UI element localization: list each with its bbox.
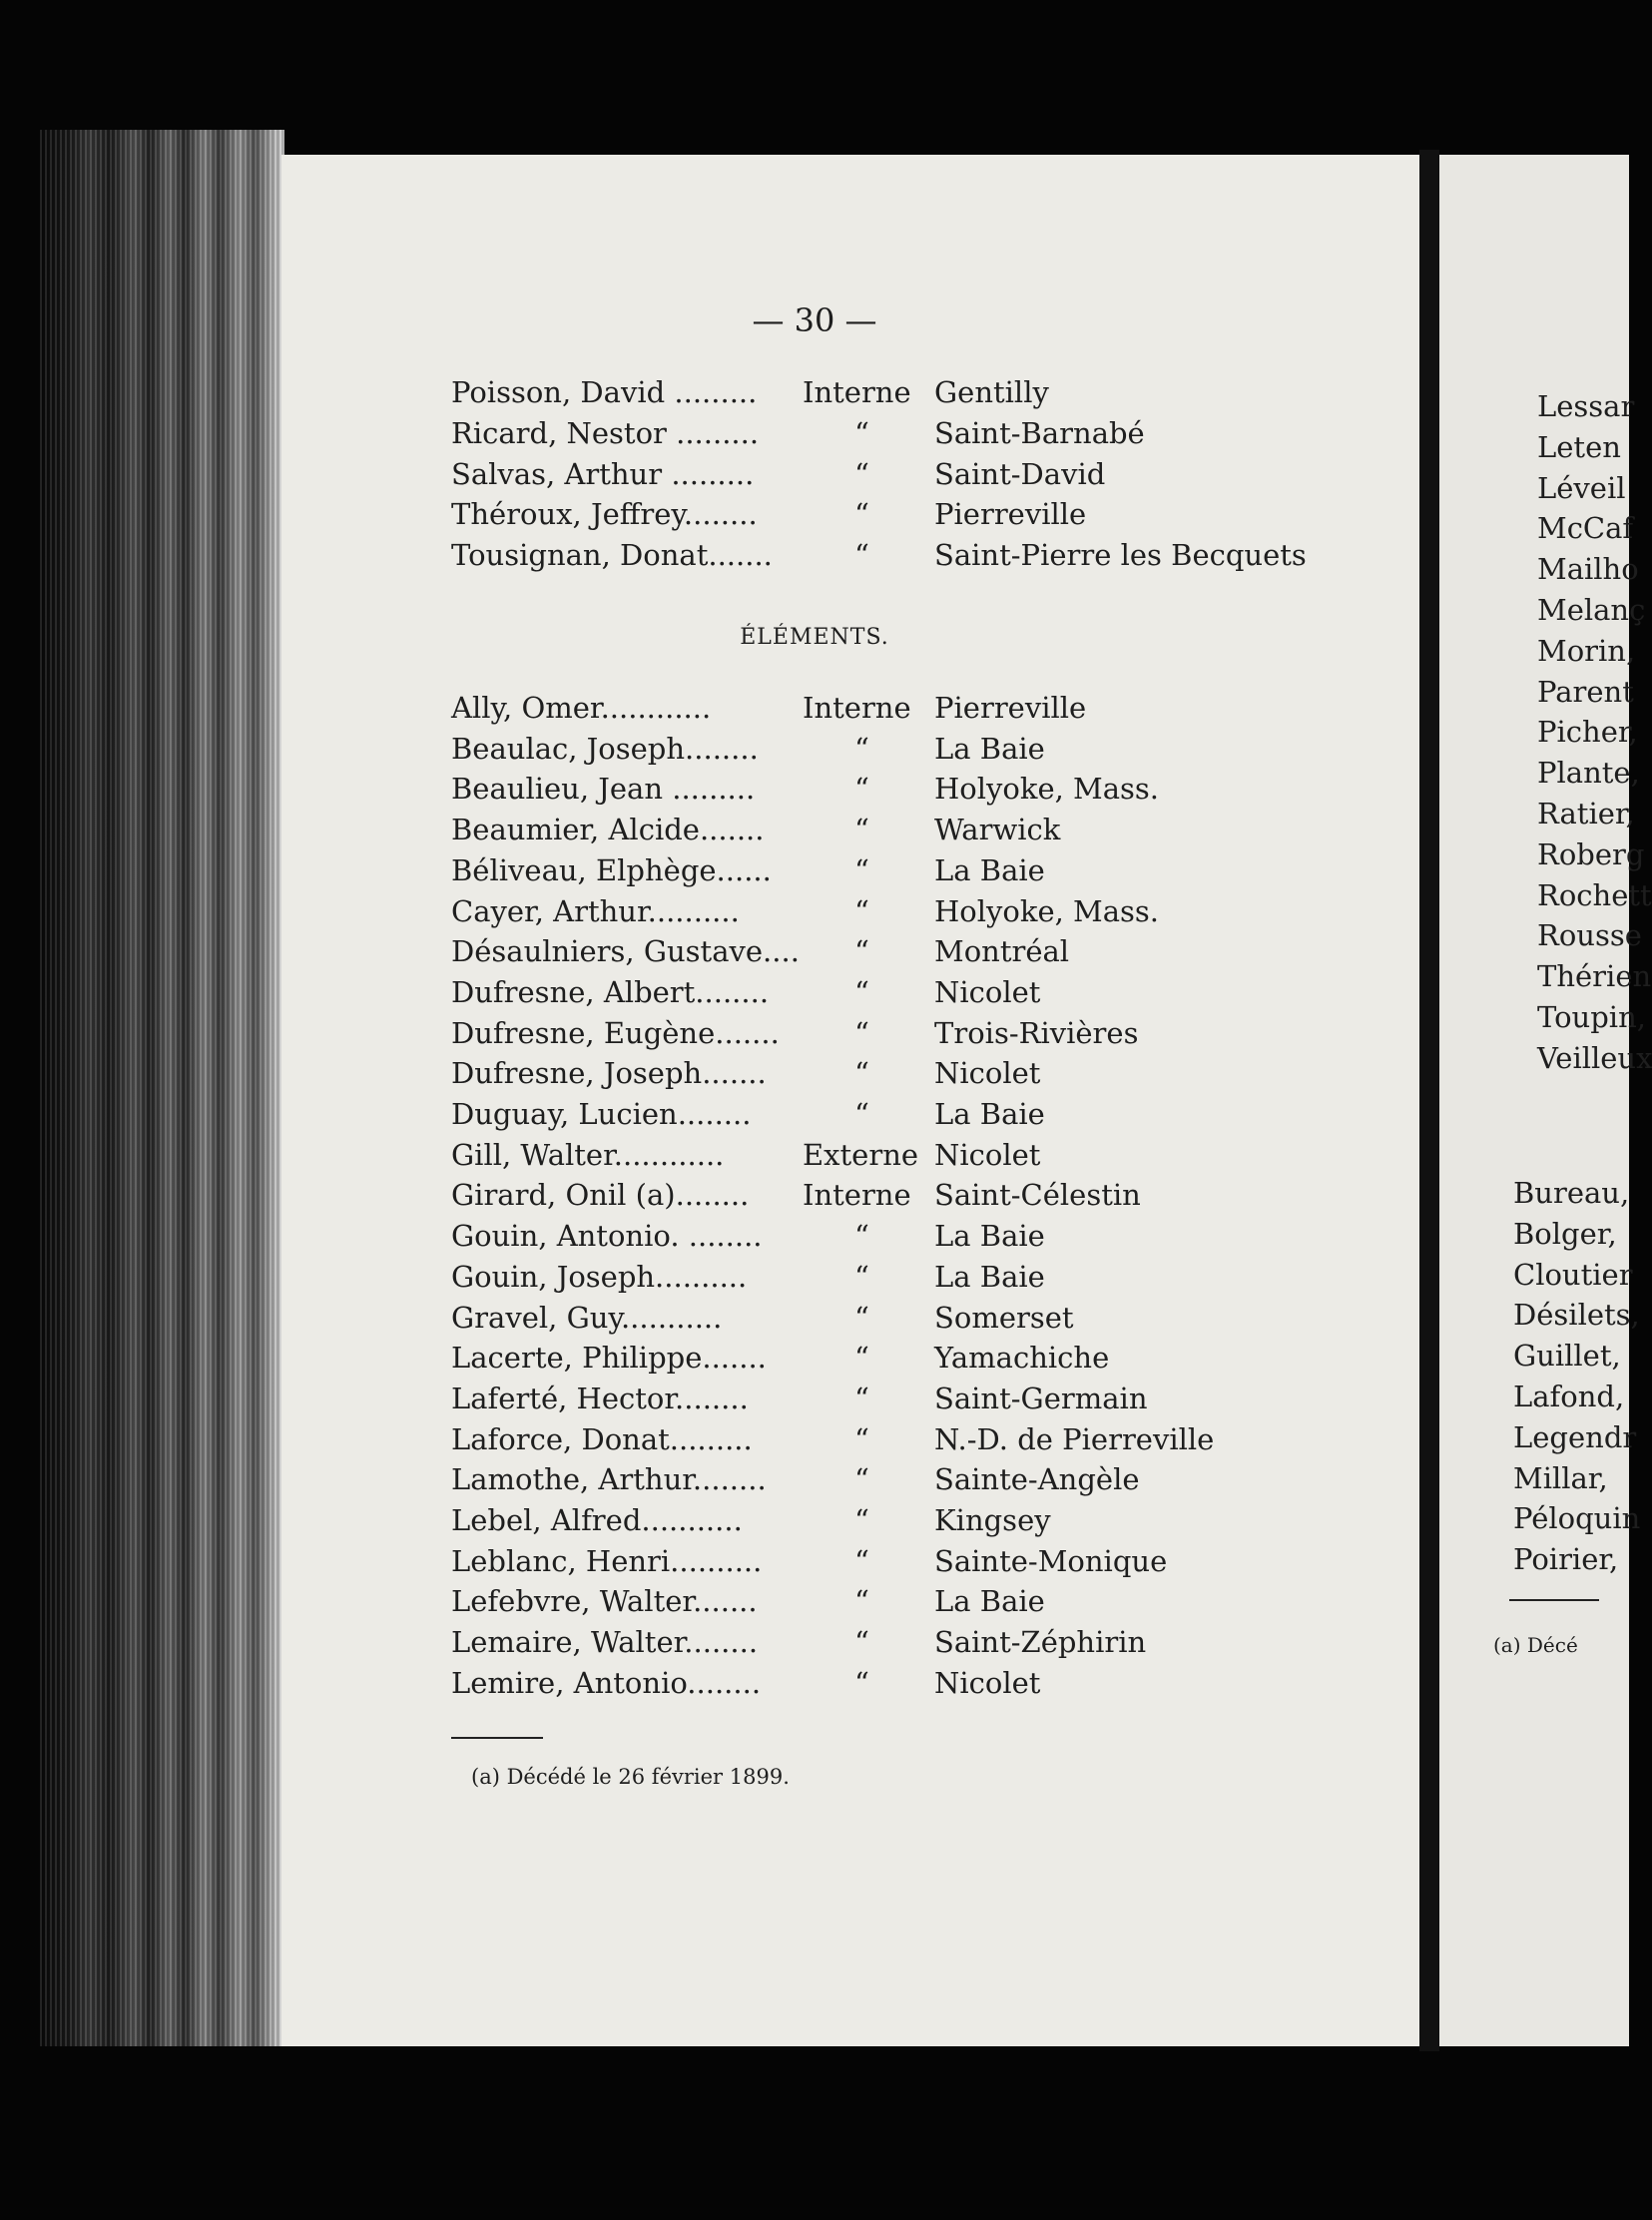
right-page-entry: Poirier, xyxy=(1513,1542,1619,1577)
student-hometown: Warwick xyxy=(934,813,1061,847)
student-hometown: La Baie xyxy=(934,1259,1045,1294)
student-name: Gill, Walter............ xyxy=(451,1137,725,1172)
student-status: “ xyxy=(854,772,869,807)
student-hometown: Kingsey xyxy=(934,1503,1051,1537)
student-hometown: La Baie xyxy=(934,1584,1045,1619)
student-status: “ xyxy=(854,934,869,969)
student-hometown: N.-D. de Pierreville xyxy=(934,1421,1215,1456)
student-status: “ xyxy=(854,1341,869,1376)
top-entry-row xyxy=(451,375,1350,415)
student-name: Duguay, Lucien........ xyxy=(451,1097,752,1131)
student-hometown: Gentilly xyxy=(934,375,1049,409)
student-status: “ xyxy=(854,456,869,491)
student-status: “ xyxy=(854,974,869,1009)
right-page-entry: Toupin, xyxy=(1537,1000,1646,1034)
right-footnote: (a) Décé xyxy=(1493,1633,1578,1657)
right-page-entry: McCaf xyxy=(1537,511,1634,546)
book-page-edges xyxy=(40,130,284,2046)
elements-entry-row xyxy=(451,1544,1350,1584)
student-hometown: Saint-Célestin xyxy=(934,1178,1141,1213)
student-status: “ xyxy=(854,538,869,573)
book-gutter xyxy=(1419,150,1439,2051)
elements-entry-row xyxy=(451,1382,1350,1421)
student-status: “ xyxy=(854,852,869,887)
student-hometown: La Baie xyxy=(934,1219,1045,1254)
student-hometown: La Baie xyxy=(934,852,1045,887)
student-status: “ xyxy=(854,497,869,532)
student-name: Gravel, Guy........... xyxy=(451,1300,723,1335)
page-number: — 30 — xyxy=(752,301,877,339)
student-status: “ xyxy=(854,1665,869,1700)
student-hometown: Saint-David xyxy=(934,456,1106,491)
student-name: Leblanc, Henri.......... xyxy=(451,1543,763,1578)
student-hometown: Holyoke, Mass. xyxy=(934,772,1160,807)
student-status: “ xyxy=(854,1462,869,1497)
elements-entry-row xyxy=(451,1219,1350,1259)
right-page-entry: Veilleux xyxy=(1537,1040,1652,1075)
student-status: “ xyxy=(854,1259,869,1294)
student-name: Gouin, Antonio. ........ xyxy=(451,1219,763,1254)
elements-entry-row xyxy=(451,1301,1350,1341)
student-hometown: Saint-Barnabé xyxy=(934,415,1145,450)
elements-entry-row xyxy=(451,853,1350,893)
student-name: Dufresne, Albert........ xyxy=(451,974,770,1009)
student-name: Désaulniers, Gustave.... xyxy=(451,934,800,969)
elements-entry-row xyxy=(451,691,1350,731)
student-name: Cayer, Arthur.......... xyxy=(451,893,740,928)
student-status: “ xyxy=(854,1584,869,1619)
top-entry-row xyxy=(451,416,1350,456)
elements-entry-row xyxy=(451,1016,1350,1056)
student-hometown: Saint-Germain xyxy=(934,1381,1148,1415)
student-name: Salvas, Arthur ......... xyxy=(451,456,755,491)
student-hometown: Sainte-Monique xyxy=(934,1543,1168,1578)
elements-entry-row xyxy=(451,772,1350,812)
right-page-entry: Leten xyxy=(1537,429,1621,464)
student-hometown: Nicolet xyxy=(934,1056,1041,1091)
student-name: Lacerte, Philippe....... xyxy=(451,1341,767,1376)
right-page-entry: Mailho xyxy=(1537,552,1639,587)
elements-entry-row xyxy=(451,1462,1350,1502)
student-name: Beaulieu, Jean ......... xyxy=(451,772,756,807)
student-status: Interne xyxy=(803,1178,911,1213)
elements-entry-row xyxy=(451,975,1350,1015)
student-name: Béliveau, Elphège...... xyxy=(451,852,772,887)
elements-entry-row xyxy=(451,1341,1350,1381)
student-status: “ xyxy=(854,1097,869,1131)
student-hometown: Pierreville xyxy=(934,691,1087,725)
right-page-entry: Millar, xyxy=(1513,1460,1608,1495)
right-page-entry: Rousse xyxy=(1537,918,1642,953)
student-name: Gouin, Joseph.......... xyxy=(451,1259,748,1294)
student-status: “ xyxy=(854,1300,869,1335)
student-status: “ xyxy=(854,893,869,928)
right-page-entry: Bolger, xyxy=(1513,1216,1617,1251)
student-hometown: Sainte-Angèle xyxy=(934,1462,1140,1497)
top-entry-row xyxy=(451,497,1350,537)
right-page-entry: Lafond, xyxy=(1513,1380,1625,1413)
student-status: “ xyxy=(854,813,869,847)
student-status: “ xyxy=(854,1015,869,1050)
student-name: Ricard, Nestor ......... xyxy=(451,415,760,450)
student-name: Lemire, Antonio........ xyxy=(451,1665,762,1700)
student-status: “ xyxy=(854,415,869,450)
right-page-entry: Roberg xyxy=(1537,836,1645,871)
student-name: Théroux, Jeffrey........ xyxy=(451,497,758,532)
student-status: Interne xyxy=(803,691,911,725)
right-page-entry: Bureau, xyxy=(1513,1176,1630,1210)
elements-entry-row xyxy=(451,1138,1350,1178)
right-page-entry: Picher, xyxy=(1537,715,1638,750)
elements-entry-row xyxy=(451,813,1350,852)
student-status: “ xyxy=(854,1503,869,1537)
student-name: Dufresne, Joseph....... xyxy=(451,1056,767,1091)
student-hometown: Nicolet xyxy=(934,1665,1041,1700)
right-page-entry: Lessar xyxy=(1537,389,1635,423)
elements-entry-row xyxy=(451,1503,1350,1543)
elements-entry-row xyxy=(451,1584,1350,1624)
student-name: Lefebvre, Walter....... xyxy=(451,1584,758,1619)
student-status: “ xyxy=(854,1625,869,1660)
student-hometown: La Baie xyxy=(934,1097,1045,1131)
student-hometown: Yamachiche xyxy=(934,1341,1110,1376)
student-name: Laforce, Donat......... xyxy=(451,1421,753,1456)
right-page-entry: Désilets, xyxy=(1513,1298,1640,1333)
student-name: Poisson, David ......... xyxy=(451,375,758,409)
elements-entry-row xyxy=(451,894,1350,934)
elements-entry-row xyxy=(451,1422,1350,1462)
student-hometown: Saint-Zéphirin xyxy=(934,1625,1147,1660)
student-hometown: Somerset xyxy=(934,1300,1074,1335)
elements-entry-row xyxy=(451,732,1350,772)
student-name: Lemaire, Walter........ xyxy=(451,1625,759,1660)
student-name: Laferté, Hector........ xyxy=(451,1381,749,1415)
footnote: (a) Décédé le 26 février 1899. xyxy=(471,1765,790,1789)
student-status: Interne xyxy=(803,375,911,409)
right-page-entry: Thérien xyxy=(1537,959,1652,994)
student-hometown: Saint-Pierre les Becquets xyxy=(934,538,1307,573)
student-hometown: Montréal xyxy=(934,934,1070,969)
right-page-entry: Ratier, xyxy=(1537,797,1635,831)
right-page-entry: Cloutier xyxy=(1513,1257,1633,1292)
student-hometown: Nicolet xyxy=(934,1137,1041,1172)
section-heading: ÉLÉMENTS. xyxy=(740,625,889,650)
student-status: “ xyxy=(854,1421,869,1456)
student-hometown: Trois-Rivières xyxy=(934,1015,1139,1050)
right-footnote-rule xyxy=(1509,1599,1599,1601)
right-page-entry: Legendr xyxy=(1513,1419,1637,1454)
student-hometown: Pierreville xyxy=(934,497,1087,532)
right-page-entry: Plante, xyxy=(1537,756,1640,791)
elements-entry-row xyxy=(451,934,1350,974)
elements-entry-row xyxy=(451,1666,1350,1706)
top-entry-row xyxy=(451,457,1350,497)
footnote-rule xyxy=(451,1737,543,1739)
right-page-entry: Guillet, xyxy=(1513,1339,1621,1374)
right-page-entry: Parent xyxy=(1537,674,1634,709)
student-status: Externe xyxy=(803,1137,919,1172)
student-status: “ xyxy=(854,731,869,766)
elements-entry-row xyxy=(451,1260,1350,1300)
right-page-entry: Léveil xyxy=(1537,470,1626,505)
student-name: Beaulac, Joseph........ xyxy=(451,731,759,766)
right-page-entry: Péloquin xyxy=(1513,1501,1641,1536)
right-page-entry: Rochett xyxy=(1537,877,1652,912)
student-name: Ally, Omer............ xyxy=(451,691,712,725)
student-status: “ xyxy=(854,1543,869,1578)
student-name: Girard, Onil (a)........ xyxy=(451,1178,750,1213)
student-name: Lamothe, Arthur........ xyxy=(451,1462,767,1497)
elements-entry-row xyxy=(451,1056,1350,1096)
student-status: “ xyxy=(854,1056,869,1091)
student-status: “ xyxy=(854,1219,869,1254)
elements-entry-row xyxy=(451,1178,1350,1218)
student-hometown: Holyoke, Mass. xyxy=(934,893,1160,928)
student-hometown: La Baie xyxy=(934,731,1045,766)
student-name: Beaumier, Alcide....... xyxy=(451,813,765,847)
elements-entry-row xyxy=(451,1097,1350,1137)
student-status: “ xyxy=(854,1381,869,1415)
student-name: Tousignan, Donat....... xyxy=(451,538,773,573)
student-name: Dufresne, Eugène....... xyxy=(451,1015,780,1050)
elements-entry-row xyxy=(451,1625,1350,1665)
right-page-entry: Morin, xyxy=(1537,633,1636,668)
top-entry-row xyxy=(451,538,1350,578)
right-page-entry: Melanç xyxy=(1537,593,1646,627)
student-hometown: Nicolet xyxy=(934,974,1041,1009)
student-name: Lebel, Alfred........... xyxy=(451,1503,743,1537)
